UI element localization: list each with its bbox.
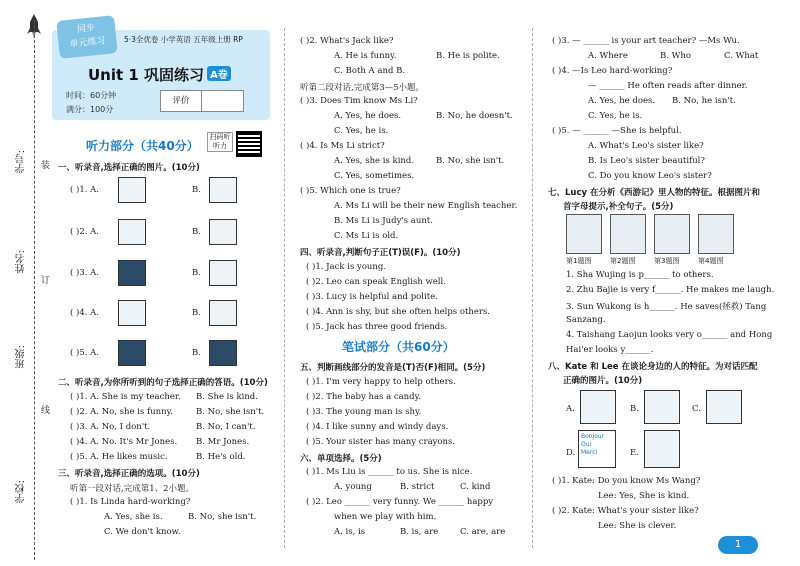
s4-item-2: ( )2. Leo can speak English well. (306, 277, 446, 287)
s6-q4-a: A. Yes, he does. (588, 96, 656, 106)
s8-label-d: D. (566, 448, 576, 458)
s3-q1-b: B. No, she isn't. (188, 512, 257, 522)
s1-picture-4b (209, 300, 237, 326)
s1-picture-2b (209, 219, 237, 245)
s1-picture-1a (118, 177, 146, 203)
s6-q5-c: C. Do you know Leo's sister? (588, 171, 712, 181)
s7-item-1: 1. Sha Wujing is p______ to others. (566, 270, 714, 280)
s1-item-1: ( )1. A. (70, 185, 99, 195)
full-score: 满分：100分 (66, 105, 114, 114)
s1-b-2: B. (192, 227, 201, 237)
s2-item-3-b: B. No, I can't. (196, 422, 256, 432)
caption-4: 第4题图 (698, 257, 724, 265)
sha-wujing-picture (566, 214, 602, 254)
sync-badge (56, 15, 118, 59)
s3-q1: ( )1. Is Linda hard-working? (70, 497, 191, 507)
s1-b-4: B. (192, 308, 201, 318)
s6-q4: ( )4. —Is Leo hard-working? (552, 66, 673, 76)
s8-dialog-1-reply: Lee: Yes, She is kind. (598, 491, 690, 501)
s3-q4-a: A. Yes, she is kind. (334, 156, 415, 166)
s8-label-b: B. (630, 404, 639, 414)
book-series: 5·3全优卷 小学英语 五年级上册 RP (124, 35, 243, 44)
s2-item-5-b: B. He's old. (196, 452, 246, 462)
s4-item-1: ( )1. Jack is young. (306, 262, 387, 272)
s1-picture-3b (209, 260, 237, 286)
s1-picture-4a (118, 300, 146, 326)
section-6-heading: 六、单项选择。(5分) (300, 454, 382, 464)
caption-3: 第3题图 (654, 257, 680, 265)
cut-mark-3: 线 (39, 405, 49, 414)
s2-item-3: ( )3. A. No, I don't. (70, 422, 151, 432)
s3-q5-c: C. Ms Li is old. (334, 231, 399, 241)
section-4-heading: 四、听录音,判断句子正(T)误(F)。(10分) (300, 248, 461, 258)
d-sign-2: Oui (581, 441, 592, 448)
s5-item-4: ( )4. I like sunny and windy days. (306, 422, 449, 432)
s8-dialog-2-reply: Lee: She is clever. (598, 521, 677, 531)
section-2-heading: 二、听录音,为你所听到的句子选择正确的答语。(10分) (58, 378, 268, 388)
s3-q3-b: B. No, he doesn't. (436, 111, 513, 121)
cut-mark-1: 装 (39, 160, 49, 169)
laojun-picture (698, 214, 734, 254)
s2-item-1-b: B. She is kind. (196, 392, 258, 402)
s3-q2-b: B. He is polite. (436, 51, 500, 61)
s4-item-4: ( )4. Ann is shy, but she often helps others. (306, 307, 491, 317)
s3-q4-b: B. No, she isn't. (436, 156, 505, 166)
cut-line (34, 20, 35, 560)
s3-q5-b: B. Ms Li is Judy's aunt. (334, 216, 433, 226)
s6-q5-a: A. What's Leo's sister like? (588, 141, 704, 151)
section-5-heading: 五、判断画线部分的发音是(T)否(F)相同。(5分) (300, 363, 486, 373)
s6-q5: ( )5. — ______ —She is helpful. (552, 126, 682, 136)
s1-b-5: B. (192, 348, 201, 358)
section-7-heading-2: 首字母提示,补全句子。(5分) (563, 202, 674, 212)
s2-item-1: ( )1. A. She is my teacher. (70, 392, 181, 402)
s1-picture-1b (209, 177, 237, 203)
s5-item-1: ( )1. I'm very happy to help others. (306, 377, 456, 387)
s8-dialog-2: ( )2. Kate: What's your sister like? (552, 506, 699, 516)
s1-item-2: ( )2. A. (70, 227, 99, 237)
s8-label-c: C. (692, 404, 701, 414)
s3-intro-2: 听第二段对话,完成第3—5小题。 (300, 83, 425, 93)
caption-1: 第1题图 (566, 257, 592, 265)
s8-picture-b (644, 390, 680, 424)
s4-item-5: ( )5. Jack has three good friends. (306, 322, 448, 332)
s7-item-4: 4. Taishang Laojun looks very o______ and Hong (566, 330, 773, 340)
s8-label-a: A. (566, 404, 575, 414)
s6-q3-b: B. Who (660, 51, 691, 61)
s8-picture-e (644, 430, 680, 468)
student-id-label: 学号: (16, 150, 27, 174)
s6-q1: ( )1. Ms Liu is ______ to us. She is nice. (306, 467, 473, 477)
s1-b-3: B. (192, 268, 201, 278)
page-number: 1 (718, 536, 758, 554)
s3-q1-c: C. We don't know. (104, 527, 181, 537)
time-limit: 时间：60分钟 (66, 91, 117, 100)
s8-picture-c (706, 390, 742, 424)
s1-b-1: B. (192, 185, 201, 195)
s6-q4-c: C. Yes, he is. (588, 111, 643, 121)
s5-item-2: ( )2. The baby has a candy. (306, 392, 421, 402)
listening-title: 听力部分（共40分） (86, 139, 199, 153)
section-1-heading: 一、听录音,选择正确的图片。(10分) (58, 163, 200, 173)
s6-q2: ( )2. Leo ______ very funny. We ______ happy (306, 497, 494, 507)
s3-q4: ( )4. Is Ms Li strict? (300, 141, 385, 151)
s3-q5: ( )5. Which one is true? (300, 186, 401, 196)
section-3-heading: 三、听录音,选择正确的选项。(10分) (58, 469, 200, 479)
s3-q2: ( )2. What's Jack like? (300, 36, 394, 46)
d-sign-1: Bonjour (581, 433, 605, 440)
s2-item-2-b: B. No, she isn't. (196, 407, 265, 417)
unit-title (88, 64, 231, 85)
name-label: 姓名: (16, 250, 27, 274)
s2-item-4: ( )4. A. No. It's Mr Jones. (70, 437, 178, 447)
qr-code-icon[interactable] (236, 131, 262, 157)
s8-label-e: E. (630, 448, 639, 458)
score-field[interactable] (202, 91, 243, 111)
writing-title: 笔试部分（共60分） (342, 340, 455, 354)
s6-q1-b: B. strict (400, 482, 435, 492)
s7-item-2: 2. Zhu Bajie is very f______. He makes me laugh. (566, 285, 775, 295)
binding-margin (0, 0, 52, 566)
s6-q2-line: when we play with him. (334, 512, 437, 522)
s3-intro-1: 听第一段对话,完成第1、2小题。 (70, 484, 195, 494)
s1-item-5: ( )5. A. (70, 348, 99, 358)
s6-q4-line: — ______ He often reads after dinner. (588, 81, 748, 91)
s1-item-3: ( )3. A. (70, 268, 99, 278)
score-label: 评价 (161, 91, 202, 111)
s2-item-5: ( )5. A. He likes music. (70, 452, 168, 462)
s8-picture-a (580, 390, 616, 424)
s3-q2-a: A. He is funny. (334, 51, 397, 61)
s6-q1-c: C. kind (460, 482, 491, 492)
qr-caption: 扫码听听力 (207, 132, 233, 152)
caption-2: 第2题图 (610, 257, 636, 265)
s8-dialog-1: ( )1. Kate: Do you know Ms Wang? (552, 476, 701, 486)
section-8-heading: 八、Kate 和 Lee 在谈论身边的人的特征。为对话匹配 (548, 362, 758, 372)
unit-title-text: Unit 1 巩固练习 (88, 66, 205, 84)
s2-item-2: ( )2. A. No, she is funny. (70, 407, 173, 417)
column-divider-1 (284, 28, 285, 548)
badge-line-2: 单元练习 (69, 36, 107, 50)
s3-q3-c: C. Yes, he is. (334, 126, 389, 136)
s6-q2-a: A. is, is (334, 527, 366, 537)
s6-q3-c: C. What (724, 51, 759, 61)
badge-line-1: 同步 (76, 23, 96, 35)
school-label: 学校: (16, 480, 27, 504)
s7-item-4b: Hai'er looks y______. (566, 345, 654, 355)
d-sign (579, 431, 615, 459)
unit-tag: A卷 (207, 66, 231, 81)
s7-item-3b: Sanzang. (566, 315, 606, 325)
s3-q2-c: C. Both A and B. (334, 66, 406, 76)
s7-item-3: 3. Sun Wukong is h______. He saves(拯救) Tang (566, 302, 767, 312)
section-8-heading-2: 正确的图片。(10分) (563, 376, 643, 386)
section-7-heading: 七、Lucy 在分析《西游记》里人物的特征。根据图片和 (548, 188, 761, 198)
s1-picture-2a (118, 219, 146, 245)
s1-picture-5a (118, 340, 146, 366)
s8-picture-d (578, 430, 616, 468)
s5-item-3: ( )3. The young man is shy. (306, 407, 422, 417)
s1-item-4: ( )4. A. (70, 308, 99, 318)
s3-q1-a: A. Yes, she is. (104, 512, 163, 522)
s3-q5-a: A. Ms Li will be their new English teacher. (334, 201, 518, 211)
s6-q3: ( )3. — ______ is your art teacher? —Ms Wu. (552, 36, 740, 46)
sun-wukong-picture (654, 214, 690, 254)
s1-picture-5b (209, 340, 237, 366)
s6-q2-c: C. are, are (460, 527, 506, 537)
class-label: 班级: (16, 345, 27, 369)
s6-q3-a: A. Where (588, 51, 628, 61)
zhu-bajie-picture (610, 214, 646, 254)
column-divider-2 (532, 28, 533, 548)
s1-picture-3a (118, 260, 146, 286)
cut-mark-2: 订 (39, 275, 49, 284)
s5-item-5: ( )5. Your sister has many crayons. (306, 437, 456, 447)
s3-q3-a: A. Yes, he does. (334, 111, 402, 121)
s6-q4-b: B. No, he isn't. (672, 96, 736, 106)
s6-q5-b: B. Is Leo's sister beautiful? (588, 156, 705, 166)
s6-q1-a: A. young (334, 482, 372, 492)
d-sign-3: Merci (581, 449, 598, 456)
s4-item-3: ( )3. Lucy is helpful and polite. (306, 292, 438, 302)
s3-q3: ( )3. Does Tim know Ms Li? (300, 96, 418, 106)
s3-q4-c: C. Yes, sometimes. (334, 171, 415, 181)
s2-item-4-b: B. Mr Jones. (196, 437, 250, 447)
s6-q2-b: B. is, are (400, 527, 439, 537)
score-box (160, 90, 244, 112)
